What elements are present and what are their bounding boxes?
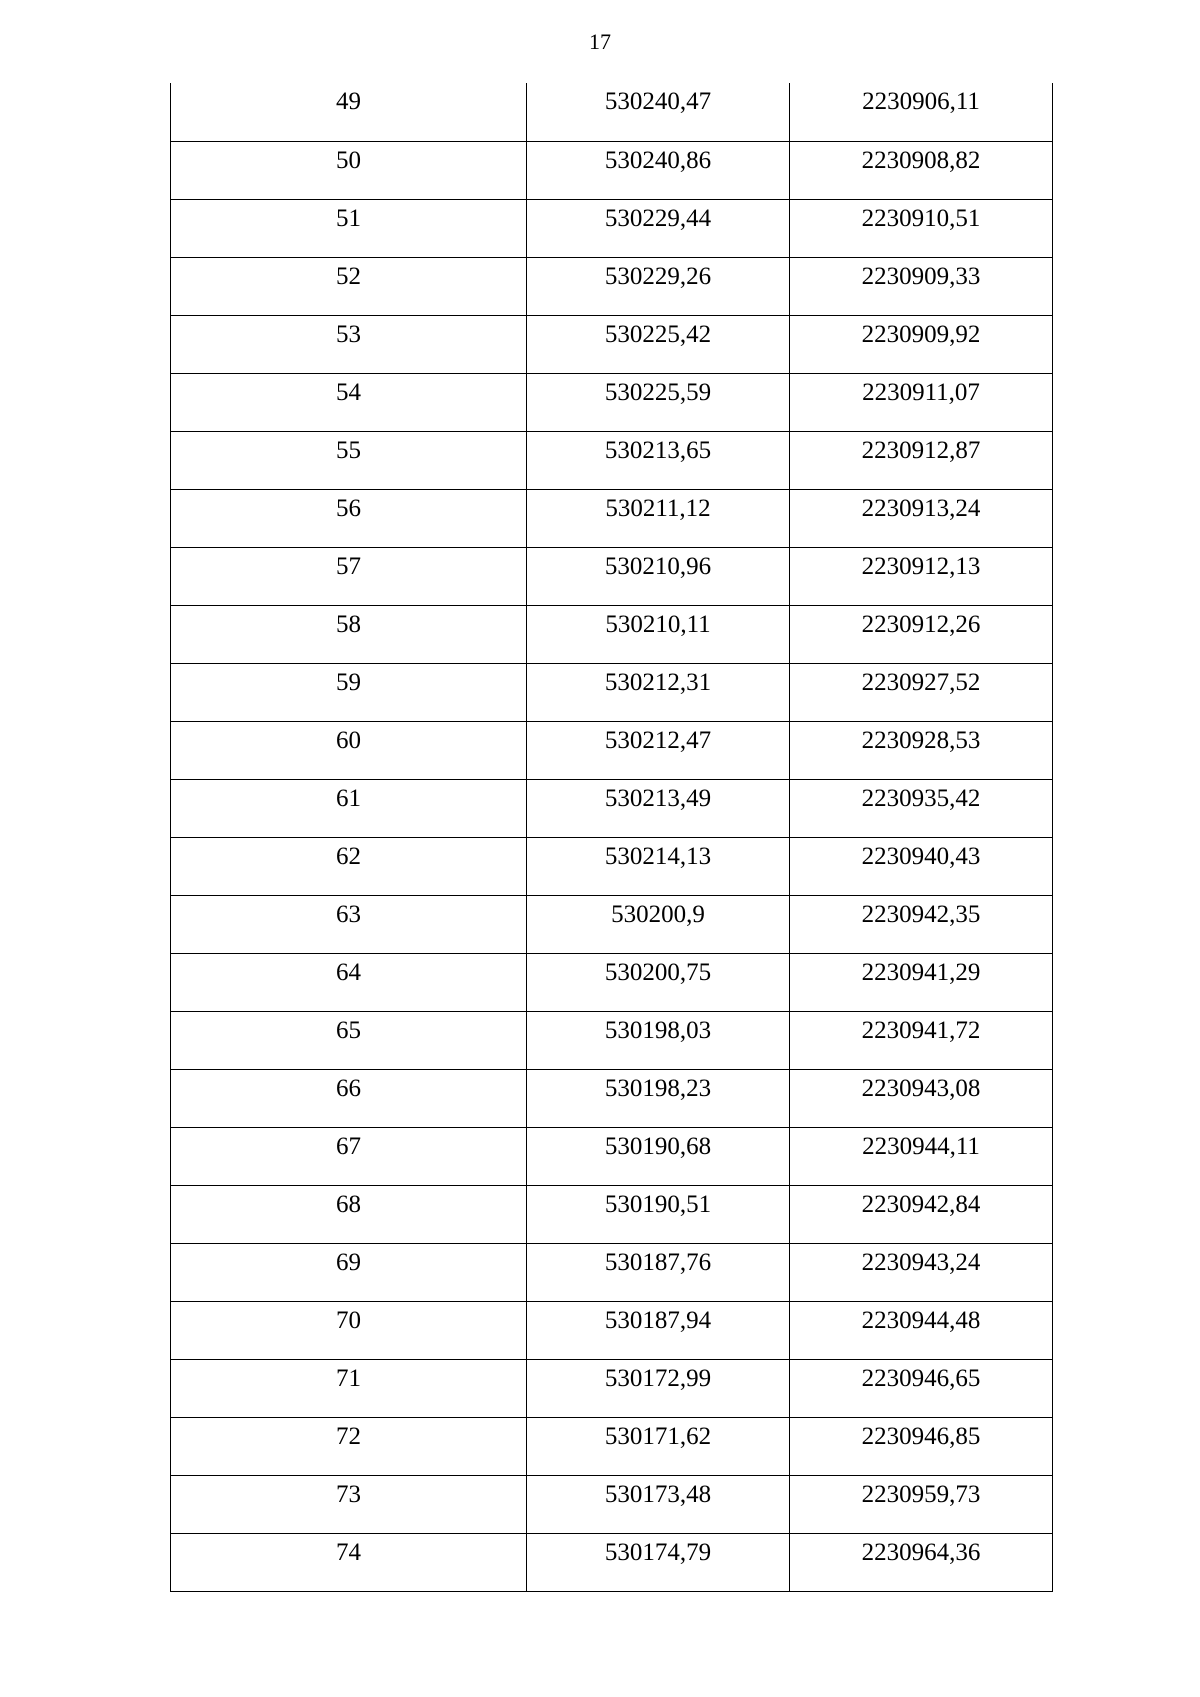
x-coordinate-cell: 530200,9 <box>527 895 790 953</box>
point-number-cell: 53 <box>171 315 527 373</box>
point-number-cell: 66 <box>171 1069 527 1127</box>
y-coordinate-cell: 2230959,73 <box>790 1475 1053 1533</box>
y-coordinate-cell: 2230941,29 <box>790 953 1053 1011</box>
x-coordinate-cell: 530187,76 <box>527 1243 790 1301</box>
table-row <box>171 1011 1053 1069</box>
y-coordinate-cell: 2230964,36 <box>790 1533 1053 1591</box>
y-coordinate-cell: 2230912,13 <box>790 547 1053 605</box>
point-number-cell: 58 <box>171 605 527 663</box>
point-number-cell: 72 <box>171 1417 527 1475</box>
point-number-cell: 71 <box>171 1359 527 1417</box>
table-row <box>171 141 1053 199</box>
coordinates-table <box>170 83 1053 1592</box>
point-number-cell: 56 <box>171 489 527 547</box>
y-coordinate-cell: 2230941,72 <box>790 1011 1053 1069</box>
x-coordinate-cell: 530229,26 <box>527 257 790 315</box>
table-row <box>171 1185 1053 1243</box>
y-coordinate-cell: 2230942,84 <box>790 1185 1053 1243</box>
point-number-cell: 60 <box>171 721 527 779</box>
table-row <box>171 1359 1053 1417</box>
x-coordinate-cell: 530190,51 <box>527 1185 790 1243</box>
point-number-cell: 51 <box>171 199 527 257</box>
y-coordinate-cell: 2230910,51 <box>790 199 1053 257</box>
y-coordinate-cell: 2230944,48 <box>790 1301 1053 1359</box>
table-row <box>171 895 1053 953</box>
point-number-cell: 59 <box>171 663 527 721</box>
x-coordinate-cell: 530172,99 <box>527 1359 790 1417</box>
table-row <box>171 837 1053 895</box>
x-coordinate-cell: 530211,12 <box>527 489 790 547</box>
x-coordinate-cell: 530198,23 <box>527 1069 790 1127</box>
y-coordinate-cell: 2230942,35 <box>790 895 1053 953</box>
x-coordinate-cell: 530174,79 <box>527 1533 790 1591</box>
table-row <box>171 257 1053 315</box>
x-coordinate-cell: 530240,47 <box>527 83 790 141</box>
table-row <box>171 663 1053 721</box>
point-number-cell: 69 <box>171 1243 527 1301</box>
y-coordinate-cell: 2230946,85 <box>790 1417 1053 1475</box>
table-row <box>171 1417 1053 1475</box>
coordinates-table-body <box>171 83 1053 1591</box>
y-coordinate-cell: 2230909,92 <box>790 315 1053 373</box>
y-coordinate-cell: 2230943,24 <box>790 1243 1053 1301</box>
y-coordinate-cell: 2230940,43 <box>790 837 1053 895</box>
table-row <box>171 547 1053 605</box>
x-coordinate-cell: 530190,68 <box>527 1127 790 1185</box>
y-coordinate-cell: 2230913,24 <box>790 489 1053 547</box>
point-number-cell: 49 <box>171 83 527 141</box>
table-row <box>171 431 1053 489</box>
point-number-cell: 67 <box>171 1127 527 1185</box>
y-coordinate-cell: 2230912,87 <box>790 431 1053 489</box>
point-number-cell: 68 <box>171 1185 527 1243</box>
x-coordinate-cell: 530225,59 <box>527 373 790 431</box>
x-coordinate-cell: 530212,47 <box>527 721 790 779</box>
y-coordinate-cell: 2230944,11 <box>790 1127 1053 1185</box>
table-row <box>171 1475 1053 1533</box>
table-row <box>171 1533 1053 1591</box>
table-row <box>171 953 1053 1011</box>
x-coordinate-cell: 530240,86 <box>527 141 790 199</box>
point-number-cell: 62 <box>171 837 527 895</box>
point-number-cell: 54 <box>171 373 527 431</box>
y-coordinate-cell: 2230909,33 <box>790 257 1053 315</box>
x-coordinate-cell: 530200,75 <box>527 953 790 1011</box>
table-row <box>171 1243 1053 1301</box>
table-row <box>171 1069 1053 1127</box>
table-row <box>171 721 1053 779</box>
x-coordinate-cell: 530213,49 <box>527 779 790 837</box>
page-number: 17 <box>589 29 611 54</box>
point-number-cell: 55 <box>171 431 527 489</box>
table-row <box>171 1301 1053 1359</box>
x-coordinate-cell: 530171,62 <box>527 1417 790 1475</box>
x-coordinate-cell: 530210,96 <box>527 547 790 605</box>
x-coordinate-cell: 530187,94 <box>527 1301 790 1359</box>
table-row <box>171 605 1053 663</box>
y-coordinate-cell: 2230912,26 <box>790 605 1053 663</box>
point-number-cell: 73 <box>171 1475 527 1533</box>
table-row <box>171 373 1053 431</box>
x-coordinate-cell: 530229,44 <box>527 199 790 257</box>
point-number-cell: 57 <box>171 547 527 605</box>
y-coordinate-cell: 2230906,11 <box>790 83 1053 141</box>
table-row <box>171 489 1053 547</box>
table-row <box>171 779 1053 837</box>
point-number-cell: 52 <box>171 257 527 315</box>
point-number-cell: 64 <box>171 953 527 1011</box>
point-number-cell: 63 <box>171 895 527 953</box>
x-coordinate-cell: 530214,13 <box>527 837 790 895</box>
x-coordinate-cell: 530210,11 <box>527 605 790 663</box>
point-number-cell: 70 <box>171 1301 527 1359</box>
point-number-cell: 74 <box>171 1533 527 1591</box>
x-coordinate-cell: 530225,42 <box>527 315 790 373</box>
y-coordinate-cell: 2230908,82 <box>790 141 1053 199</box>
y-coordinate-cell: 2230935,42 <box>790 779 1053 837</box>
x-coordinate-cell: 530173,48 <box>527 1475 790 1533</box>
y-coordinate-cell: 2230946,65 <box>790 1359 1053 1417</box>
y-coordinate-cell: 2230943,08 <box>790 1069 1053 1127</box>
table-row <box>171 315 1053 373</box>
table-row <box>171 1127 1053 1185</box>
x-coordinate-cell: 530198,03 <box>527 1011 790 1069</box>
point-number-cell: 65 <box>171 1011 527 1069</box>
y-coordinate-cell: 2230911,07 <box>790 373 1053 431</box>
y-coordinate-cell: 2230927,52 <box>790 663 1053 721</box>
table-row <box>171 199 1053 257</box>
x-coordinate-cell: 530212,31 <box>527 663 790 721</box>
table-row <box>171 83 1053 141</box>
x-coordinate-cell: 530213,65 <box>527 431 790 489</box>
y-coordinate-cell: 2230928,53 <box>790 721 1053 779</box>
point-number-cell: 50 <box>171 141 527 199</box>
point-number-cell: 61 <box>171 779 527 837</box>
